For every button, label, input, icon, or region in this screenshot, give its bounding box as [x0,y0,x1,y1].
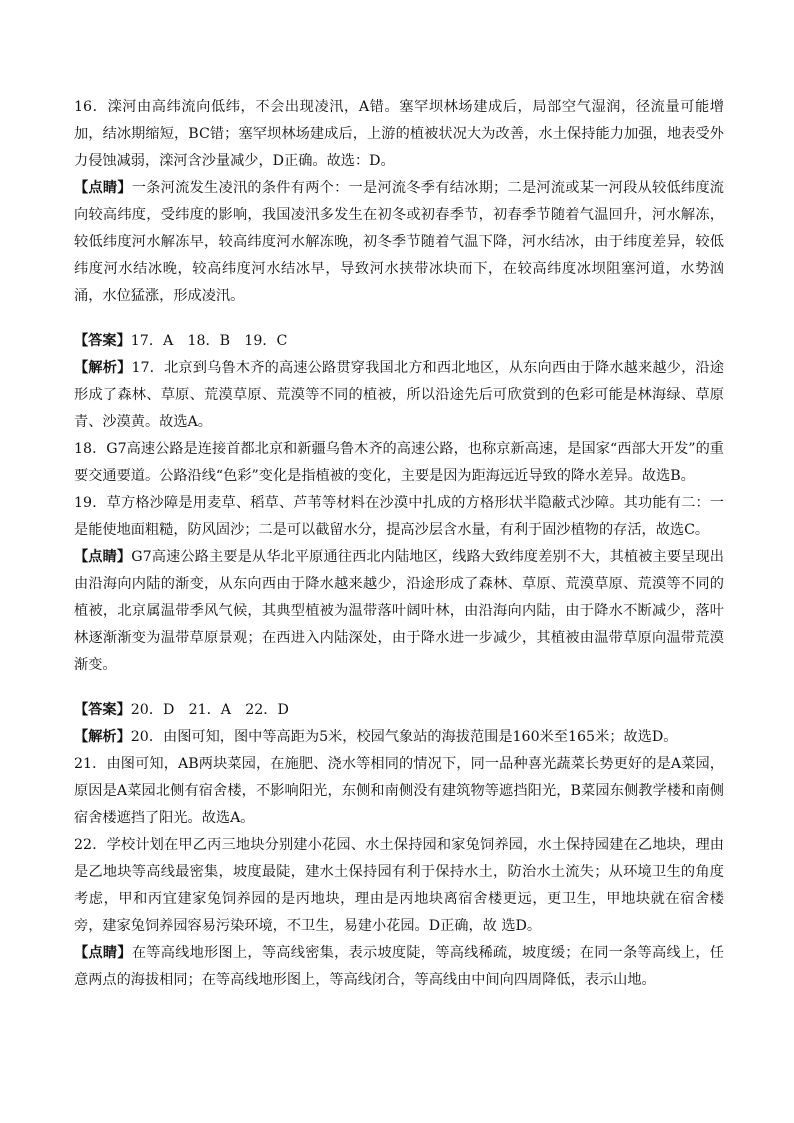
paragraph-text: 在等高线地形图上，等高线密集，表示坡度陡，等高线稀疏，坡度缓；在同一条等高线上，任意两点的海拔相同；在等高线地形图上，等高线闭合，等高线由中间向四周降低，表示山地。 [74,945,724,988]
paragraph-analysis-20 [74,724,724,751]
comment-tag: 【点睛】 [74,180,132,196]
paragraph-analysis-21 [74,751,724,832]
paragraph-text: 19．草方格沙障是用麦草、稻草、芦苇等材料在沙漠中扎成的方格形状半隐蔽式沙障。其功能有二：一是能使地面粗糙，防风固沙；二是可以截留水分，提高沙层含水量，有利于固沙植物的存活，故选C。 [74,495,724,538]
paragraph-comment-20-22 [74,940,724,994]
paragraph-text: 22．学校计划在甲乙丙三地块分别建小花园、水土保持园和家兔饲养园，水土保持园建在乙地块，理由是乙地块等高线最密集，坡度最陡，建水土保持园有利于保持水土，防治水土流失；从环境卫生的角度考虑，甲和丙宜建家兔饲养园的是丙地块，理由是丙地块离宿舍楼更远，更卫生，甲地块就在宿舍楼旁，建家兔饲养园容易污染环境，不卫生，易建小花园。D正确，故 选D。 [74,837,724,934]
paragraph-comment-16 [74,175,724,310]
section-q16 [74,94,724,310]
paragraph-text: 18．G7高速公路是连接首都北京和新疆乌鲁木齐的高速公路，也称京新高速，是国家“西部大开发”的重要交通要道。公路沿线“色彩”变化是指植被的变化，主要是因为距海远近导致的降水差异。故选B。 [74,441,724,484]
paragraph-analysis-22 [74,832,724,940]
paragraph-text: 16．滦河由高纬流向低纬，不会出现凌汛，A错。塞罕坝林场建成后，局部空气湿润，径流量可能增加，结冰期缩短，BC错；塞罕坝林场建成后，上游的植被状况大为改善，水土保持能力加强，地表受外力侵蚀减弱，滦河含沙量减少，D正确。故选：D。 [74,99,724,169]
paragraph-analysis-16 [74,94,724,175]
analysis-tag: 【解析】 [74,360,132,376]
answer-tag: 【答案】 [74,702,131,718]
answer-tag: 【答案】 [74,333,131,349]
section-gap [74,310,724,328]
paragraph-answer-20-22 [74,697,724,724]
paragraph-text: G7高速公路主要是从华北平原通往西北内陆地区，线路大致纬度差别不大，其植被主要呈现出由沿海向内陆的渐变，从东向西由于降水越来越少，沿途形成了森林、草原、荒漠草原、荒漠等不同的植被，北京属温带季风气候，其典型植被为温带落叶阔叶林，由沿海向内陆，由于降水不断减少，落叶林逐渐渐变为温带草原景观；在西进入内陆深处，由于降水进一步减少，其植被由温带草原向温带荒漠渐变。 [74,549,724,673]
document-page [74,94,724,994]
paragraph-text: 20．由图可知，图中等高距为5米，校园气象站的海拔范围是160米至165米；故选D。 [130,729,678,745]
paragraph-text: 17．北京到乌鲁木齐的高速公路贯穿我国北方和西北地区，从东向西由于降水越来越少，沿途形成了森林、草原、荒漠草原、荒漠等不同的植被，所以沿途先后可欣赏到的色彩可能是林海绿、草原青、沙漠黄。故选A。 [74,360,724,430]
paragraph-analysis-18 [74,436,724,490]
paragraph-text: 21．由图可知，AB两块菜园，在施肥、浇水等相同的情况下，同一品种喜光蔬菜长势更好的是A菜园，原因是A菜园北侧有宿舍楼，不影响阳光，东侧和南侧没有建筑物等遮挡阳光，B菜园东侧教学楼和南侧宿舍楼遮挡了阳光。故选A。 [74,756,724,826]
analysis-tag: 【解析】 [74,729,131,745]
section-gap [74,679,724,697]
comment-tag: 【点睛】 [74,945,132,961]
paragraph-analysis-17 [74,355,724,436]
comment-tag: 【点睛】 [74,549,132,565]
section-q20-22 [74,697,724,994]
paragraph-analysis-19 [74,490,724,544]
paragraph-text: 20．D 21．A 22．D [130,702,289,718]
paragraph-text: 一条河流发生凌汛的条件有两个：一是河流冬季有结冰期；二是河流或某一河段从较低纬度流向较高纬度，受纬度的影响，我国凌汛多发生在初冬或初春季节，初春季节随着气温回升，河水解冻，较低纬度河水解冻早，较高纬度河水解冻晚，初冬季节随着气温下降，河水结冰，由于纬度差异，较低纬度河水结冰晚，较高纬度河水结冰早，导致河水挟带冰块而下，在较高纬度冰坝阻塞河道，水势汹涌，水位猛涨，形成凌汛。 [74,180,724,304]
paragraph-answer-17-19 [74,328,724,355]
paragraph-text: 17．A 18．B 19．C [130,333,288,349]
section-q17-19 [74,328,724,679]
paragraph-comment-17-19 [74,544,724,679]
